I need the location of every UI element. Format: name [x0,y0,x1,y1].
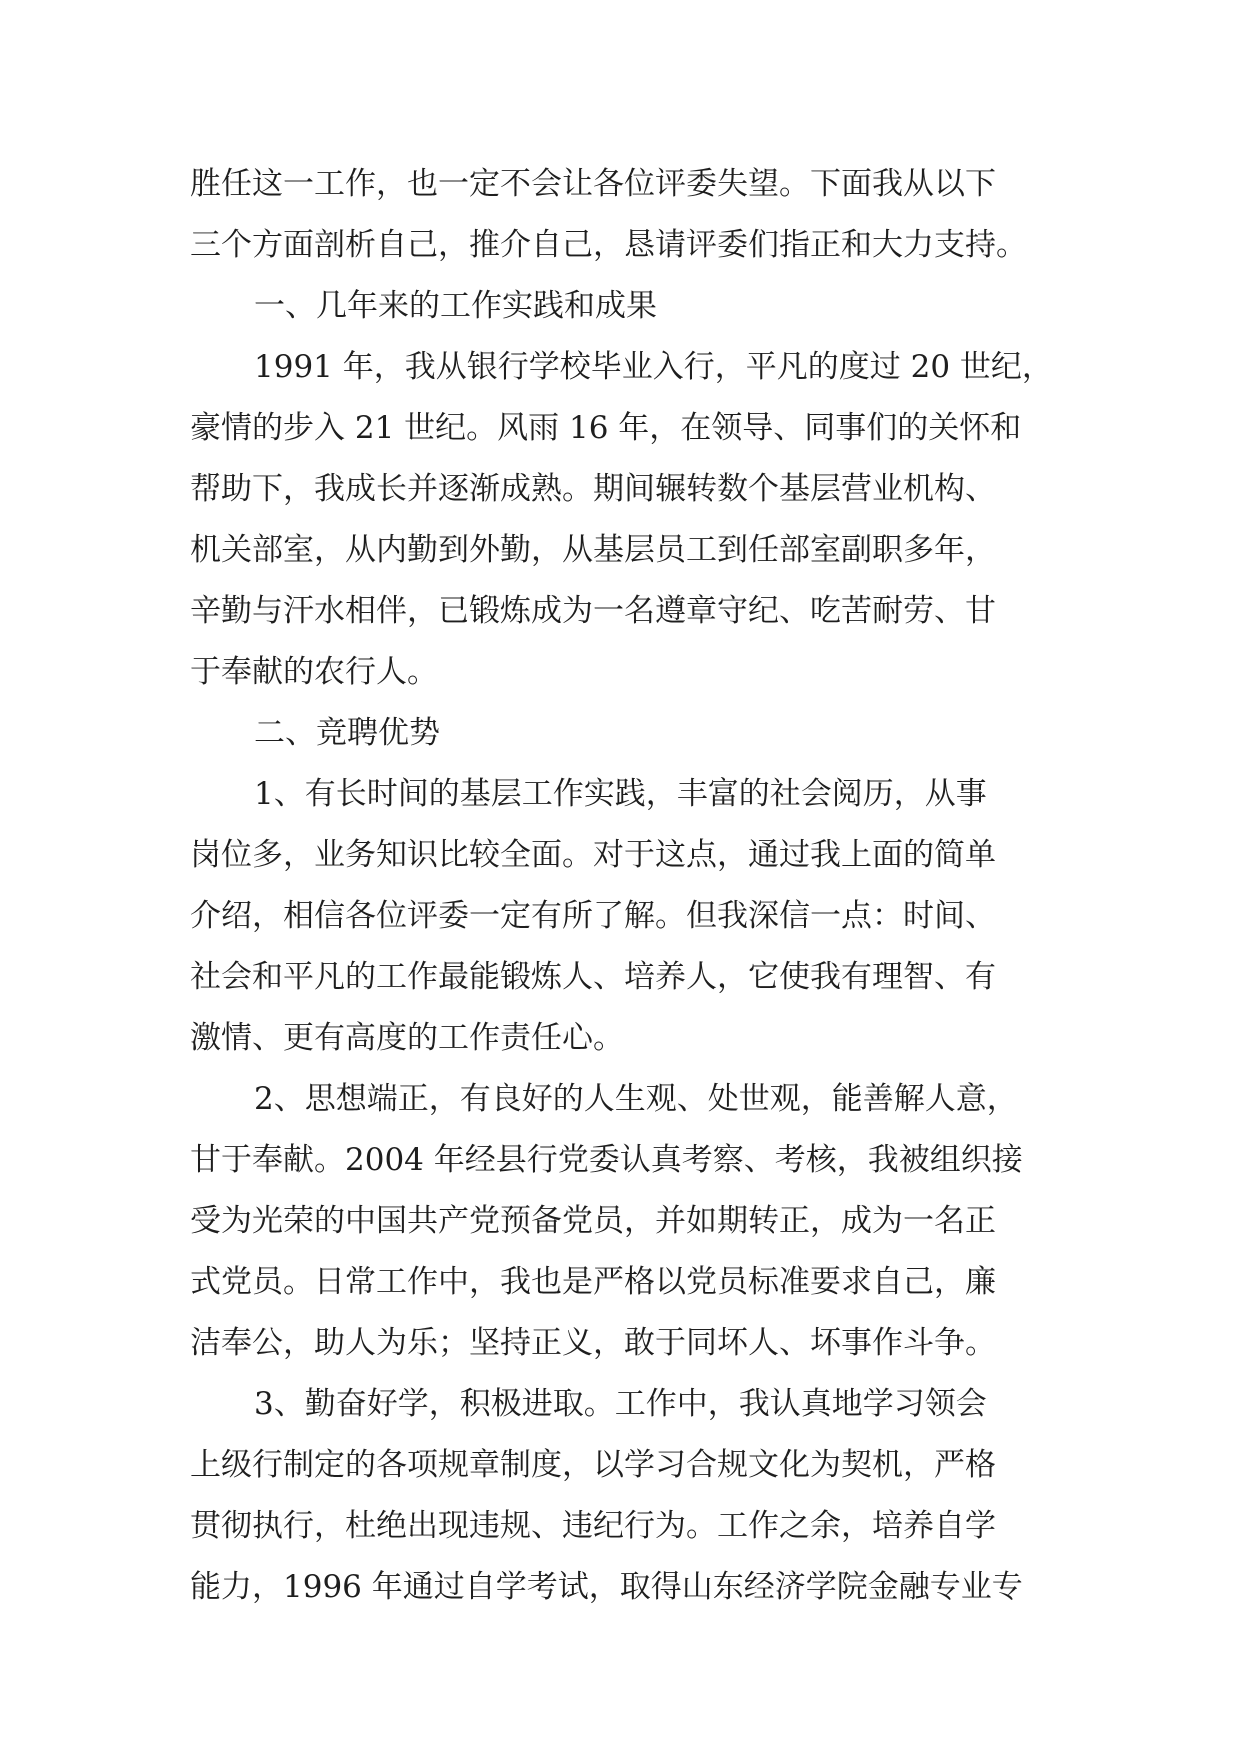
text-line: 豪情的步入 21 世纪。风雨 16 年，在领导、同事们的关怀和 [190,410,1022,446]
text-line: 帮助下，我成长并逐渐成熟。期间辗转数个基层营业机构、 [190,471,996,507]
text-line: 1、有长时间的基层工作实践，丰富的社会阅历，从事 [254,776,987,812]
text-line: 甘于奉献。2004 年经县行党委认真考察、考核，我被组织接 [190,1142,1023,1178]
text-line: 社会和平凡的工作最能锻炼人、培养人，它使我有理智、有 [190,959,996,995]
text-line: 受为光荣的中国共产党预备党员，并如期转正，成为一名正 [190,1203,996,1239]
section-heading: 二、竞聘优势 [254,715,440,751]
text-line: 辛勤与汗水相伴，已锻炼成为一名遵章守纪、吃苦耐劳、甘 [190,593,996,629]
text-line: 岗位多，业务知识比较全面。对于这点，通过我上面的简单 [190,837,996,873]
text-line: 机关部室，从内勤到外勤，从基层员工到任部室副职多年， [190,532,996,568]
text-line: 洁奉公，助人为乐；坚持正义，敢于同坏人、坏事作斗争。 [190,1325,996,1361]
section-heading: 一、几年来的工作实践和成果 [254,288,657,324]
text-line: 能力，1996 年通过自学考试，取得山东经济学院金融专业专 [190,1569,1023,1605]
text-line: 激情、更有高度的工作责任心。 [190,1020,624,1056]
text-line: 贯彻执行，杜绝出现违规、违纪行为。工作之余，培养自学 [190,1508,996,1544]
text-line: 式党员。日常工作中，我也是严格以党员标准要求自己，廉 [190,1264,996,1300]
text-line: 上级行制定的各项规章制度，以学习合规文化为契机，严格 [190,1447,996,1483]
text-line: 介绍，相信各位评委一定有所了解。但我深信一点：时间、 [190,898,996,934]
text-line: 2、思想端正，有良好的人生观、处世观，能善解人意， [254,1081,1018,1117]
text-line: 胜任这一工作，也一定不会让各位评委失望。下面我从以下 [190,166,996,202]
text-line: 3、勤奋好学，积极进取。工作中，我认真地学习领会 [254,1386,987,1422]
text-line: 1991 年，我从银行学校毕业入行，平凡的度过 20 世纪， [254,349,1053,385]
text-line: 三个方面剖析自己，推介自己，恳请评委们指正和大力支持。 [190,227,1027,263]
text-line: 于奉献的农行人。 [190,654,438,690]
